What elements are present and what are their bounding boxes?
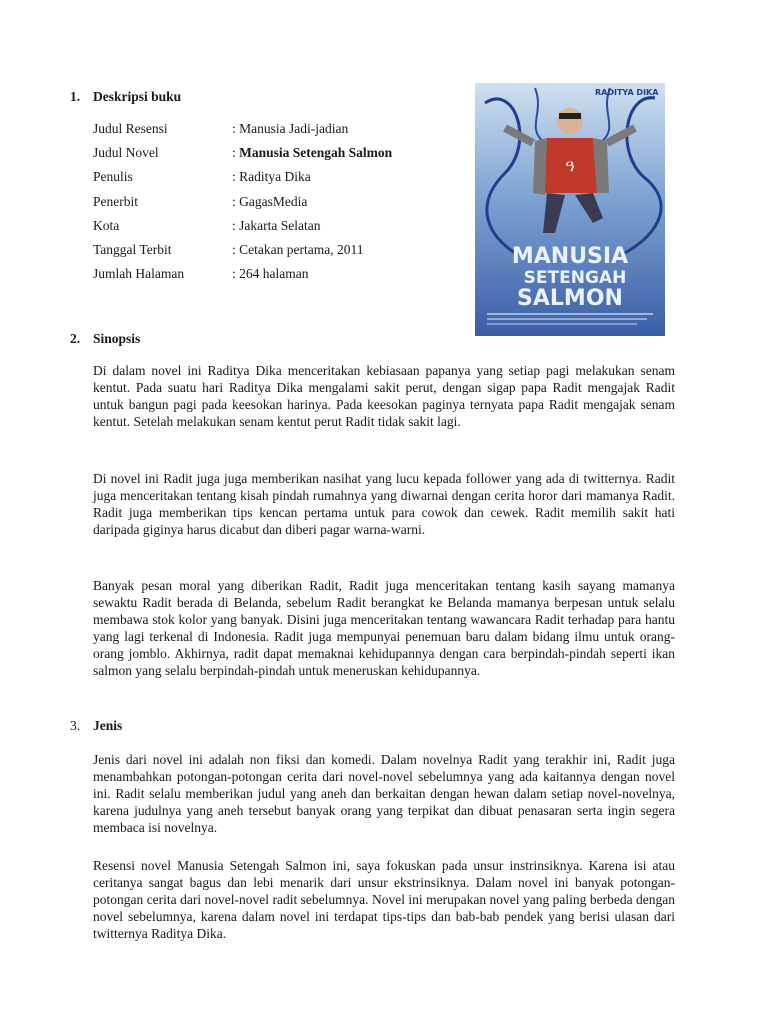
detail-row-kota — [93, 218, 392, 242]
detail-label: Judul Resensi — [93, 121, 168, 136]
section-title: Sinopsis — [93, 331, 141, 346]
cover-title-line-1: MANUSIA — [511, 244, 629, 269]
cover-author: RADITYA DIKA — [595, 88, 659, 97]
detail-label: Penerbit — [93, 193, 138, 209]
detail-value: : 264 halaman — [232, 266, 309, 282]
detail-row-penerbit — [93, 194, 392, 218]
detail-row-tanggal-terbit — [93, 242, 392, 266]
detail-label: Penulis — [93, 169, 133, 185]
section-number: 3. — [70, 718, 81, 733]
detail-value: : Manusia Jadi-jadian — [232, 121, 349, 136]
svg-text:ዓ: ዓ — [565, 156, 575, 175]
sinopsis-paragraph-1: Di dalam novel ini Raditya Dika menceritakan kebiasaan papanya yang setiap pagi melakukan senam kentut. Pada suatu hari Raditya Dika mengalami sakit perut, dengan sigap papa Radit mengajak Radit untuk bangun pagi pada keesokan harinya. Pada keesokan paginya ternyata papa Radit mengajak senam kentut. Setelah melakukan senam kentut perut Radit tidak sakit lagi. — [93, 363, 675, 429]
section-heading-sinopsis — [70, 331, 140, 347]
detail-value: : Jakarta Selatan — [232, 217, 321, 233]
detail-value: : Raditya Dika — [232, 169, 311, 185]
section-title: Deskripsi buku — [93, 89, 182, 104]
detail-value: : GagasMedia — [232, 193, 308, 209]
sinopsis-paragraph-3: Banyak pesan moral yang diberikan Radit, Radit juga menceritakan tentang kasih sayang mamanya sewaktu Radit berada di Belanda, sebelum Radit berangkat ke Belanda mamanya berpesan untuk selalu membawa stok kolor yang banyak. Disini juga menceritakan tentang wawancara Radit terhadap para hantu yang lagi terkenal di Indonesia. Radit juga mempunyai penemuan baru dalam bidang ilmu untuk orang-orang jomblo. Akhirnya, radit dapat memaknai kehidupannya dengan cara berpindah-pindah seperti ikan salmon yang selalu berpindah-pindah untuk meneruskan kehidupannya. — [93, 578, 675, 678]
jenis-paragraph-2: Resensi novel Manusia Setengah Salmon ini, saya fokuskan pada unsur instrinsiknya. Karena isi atau ceritanya sangat bagus dan lebi menarik dari unsur ekstrinsiknya. Dalam novel ini banyak potongan-potongan cerita dari novel-novel radit sebelumnya. Novel ini merupakan novel yang paling berbeda dengan novel sebelumnya, karena dalam novel ini terdapat tips-tips dan bab-bab pendek yang berisi ulasan dari twitternya Raditya Dika. — [93, 858, 675, 941]
section-heading-jenis — [70, 718, 122, 734]
book-details — [93, 121, 392, 290]
sinopsis-paragraph-2: Di novel ini Radit juga juga memberikan nasihat yang lucu kepada follower yang ada di twitternya. Radit juga menceritakan tentang kisah pindah rumahnya yang diwarnai dengan cerita horor dari mamanya Radit. Radit juga memberikan tips kencan pertama untuk para cowok dan cewek. Radit memilih sakit hati daripada giginya harus dicabut dan diberi pagar warna-warni. — [93, 471, 675, 537]
detail-row-jumlah-halaman — [93, 266, 392, 290]
section-title: Jenis — [93, 718, 123, 733]
detail-label: Kota — [93, 217, 120, 233]
section-heading-deskripsi — [70, 89, 181, 105]
detail-row-judul-novel — [93, 145, 392, 169]
detail-value: : Cetakan pertama, 2011 — [232, 241, 364, 257]
detail-label: Jumlah Halaman — [93, 266, 185, 282]
jenis-paragraph-1: Jenis dari novel ini adalah non fiksi dan komedi. Dalam novelnya Radit yang terakhir ini, Radit juga menambahkan potongan-potongan cerita dari novel-novel sebelumnya yang ada kaitannya dengan novel ini. Radit selalu memberikan judul yang aneh dan berkaitan dengan hewan dalam setiap novel-novelnya, karena judulnya yang aneh tersebut banyak orang yang terpikat dan dibuat penasaran serta ingin segera membaca isi novelnya. — [93, 752, 675, 835]
detail-row-judul-resensi — [93, 121, 392, 145]
cover-title-line-2: SETENGAH — [523, 268, 627, 288]
detail-label: Judul Novel — [93, 145, 159, 161]
detail-row-penulis — [93, 169, 392, 193]
detail-label: Tanggal Terbit — [93, 241, 172, 257]
section-number: 2. — [70, 331, 81, 346]
book-cover-image — [475, 83, 665, 336]
cover-title-line-3: SALMON — [517, 286, 623, 311]
section-number: 1. — [70, 89, 81, 104]
detail-value: : Manusia Setengah Salmon — [232, 145, 393, 161]
